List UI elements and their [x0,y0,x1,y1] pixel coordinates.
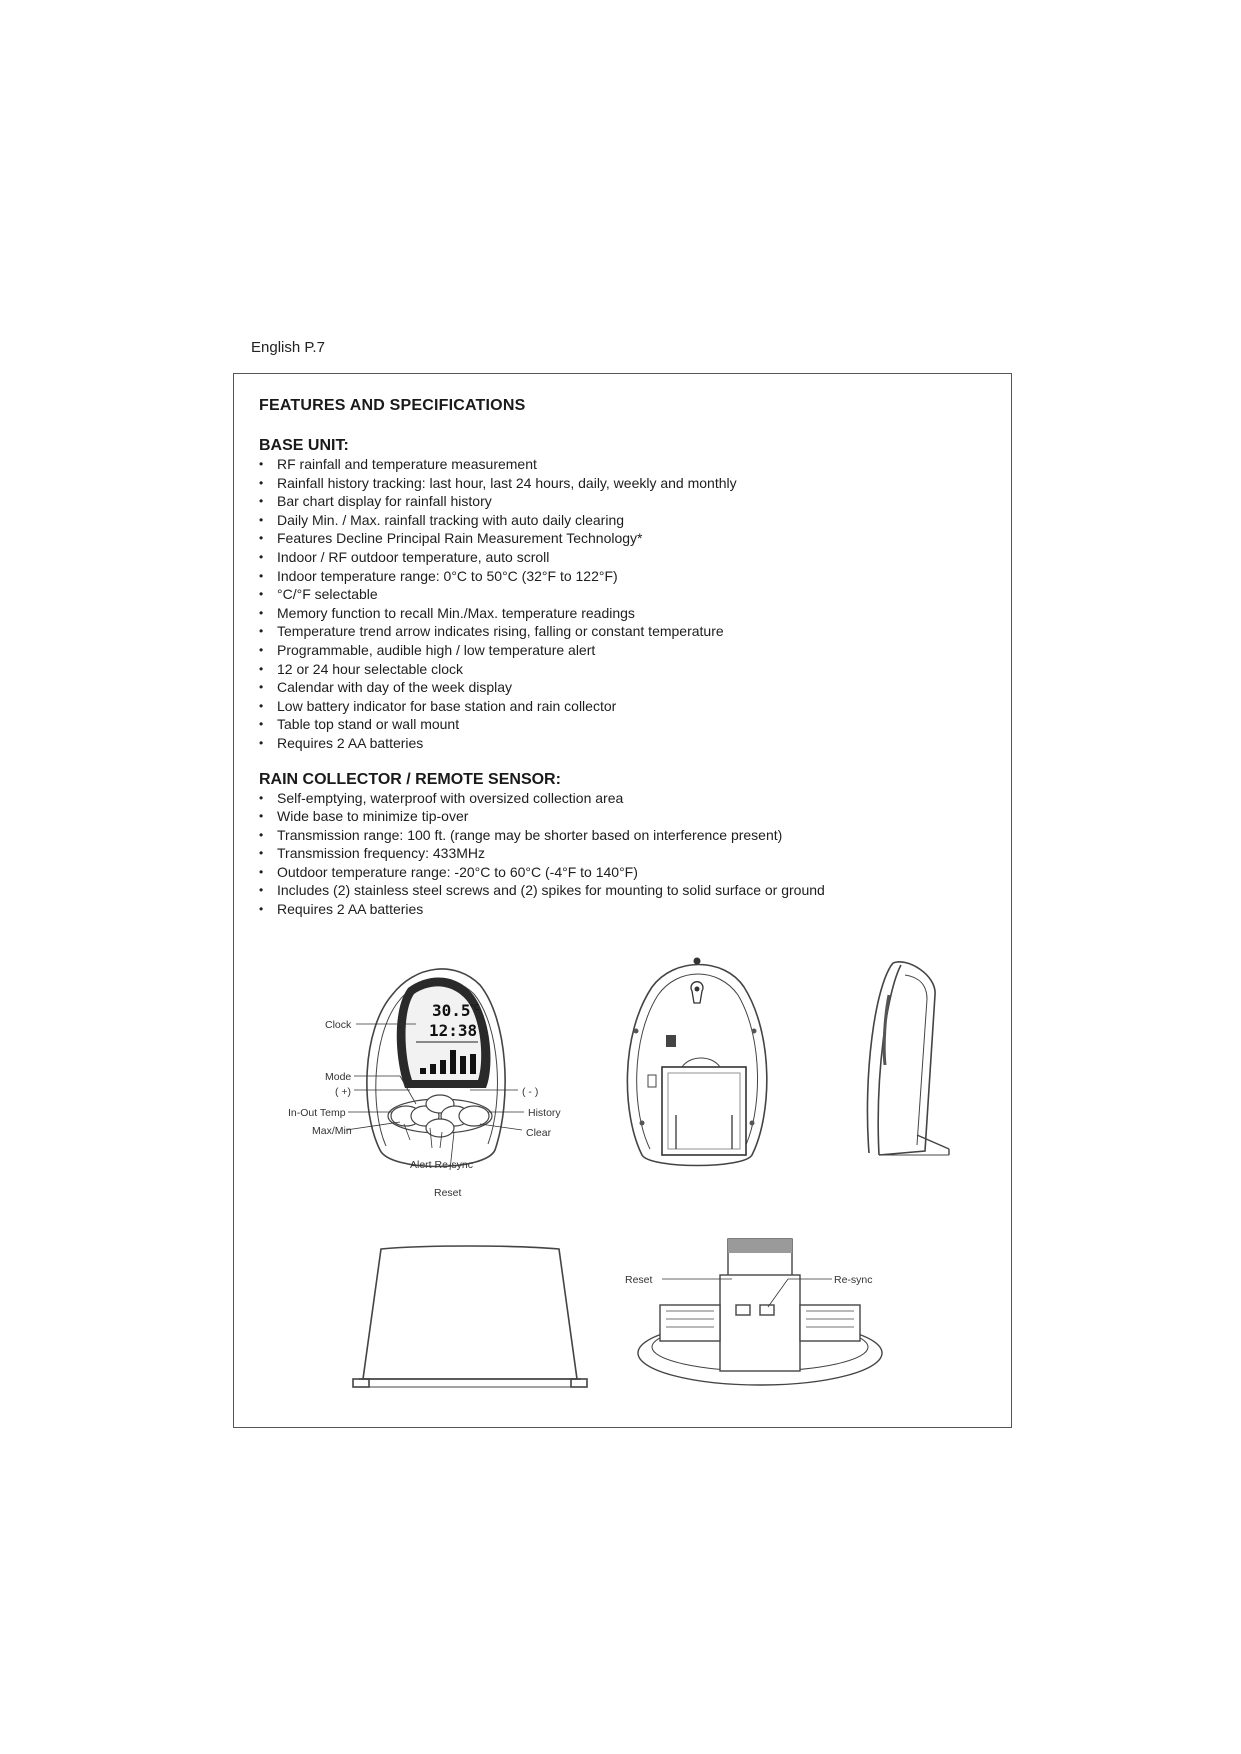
base-unit-item: • RF rainfall and temperature measurement [259,455,999,474]
base-unit-item: • Requires 2 AA batteries [259,734,999,753]
page-title: FEATURES AND SPECIFICATIONS [259,397,526,414]
base-unit-item: • Indoor / RF outdoor temperature, auto scroll [259,548,999,567]
rain-collector-item: • Self-emptying, waterproof with oversized collection area [259,789,999,808]
rain-collector-item: • Requires 2 AA batteries [259,900,999,919]
collector-reset-label: Reset [625,1274,653,1286]
base-unit-list [259,455,999,753]
base-unit-item: • Daily Min. / Max. rainfall tracking with auto daily clearing [259,511,999,530]
base-unit-item: • Table top stand or wall mount [259,715,999,734]
plus-label: ( +) [335,1086,352,1098]
rain-collector-item: • Transmission frequency: 433MHz [259,844,999,863]
base-unit-back-diagram [612,955,782,1170]
mode-label: Mode [325,1071,352,1083]
minus-label: ( - ) [522,1086,539,1098]
alert-resync-label: Alert Re-sync [410,1159,474,1171]
base-unit-item: • Memory function to recall Min./Max. temperature readings [259,604,999,623]
rain-collector-list [259,789,999,919]
base-unit-item: • Bar chart display for rainfall history [259,492,999,511]
lcd-clock: 12:38 [429,1021,478,1040]
max-min-label: Max/Min [312,1125,352,1137]
base-unit-heading: BASE UNIT: [259,437,349,454]
base-unit-item: • Indoor temperature range: 0°C to 50°C (32°F to 122°F) [259,567,999,586]
rain-collector-heading: RAIN COLLECTOR / REMOTE SENSOR: [259,770,561,788]
clear-label: Clear [526,1127,552,1139]
base-unit-side-diagram [845,955,955,1165]
rain-collector-item: • Transmission range: 100 ft. (range may be shorter based on interference present) [259,826,999,845]
base-unit-item: • Rainfall history tracking: last hour, last 24 hours, daily, weekly and monthly [259,474,999,493]
lcd-temperature: 30.5 [432,1001,471,1020]
button-cluster [388,1095,492,1137]
page-number-label: English P.7 [251,339,325,356]
collector-resync-label: Re-sync [834,1274,873,1286]
base-unit-front-diagram [280,950,600,1220]
base-unit-item: • 12 or 24 hour selectable clock [259,660,999,679]
specifications-content [259,397,999,936]
base-unit-item: • °C/°F selectable [259,585,999,604]
history-label: History [528,1107,561,1119]
reset-label: Reset [434,1187,462,1199]
rain-collector-item: • Includes (2) stainless steel screws and (2) spikes for mounting to solid surface or ground [259,881,999,900]
lcd-temperature-unit: °C [470,1003,480,1012]
rain-collector-item: • Wide base to minimize tip-over [259,807,999,826]
clock-label: Clock [325,1019,352,1031]
base-unit-item: • Calendar with day of the week display [259,678,999,697]
rain-collector-base-diagram [620,1235,900,1395]
rain-collector-cover-diagram [345,1245,595,1395]
base-unit-item: • Features Decline Principal Rain Measurement Technology* [259,529,999,548]
rain-collector-item: • Outdoor temperature range: -20°C to 60°C (-4°F to 140°F) [259,863,999,882]
base-unit-item: • Programmable, audible high / low temperature alert [259,641,999,660]
base-unit-item: • Low battery indicator for base station and rain collector [259,697,999,716]
in-out-temp-label: In-Out Temp [288,1107,346,1119]
base-unit-item: • Temperature trend arrow indicates rising, falling or constant temperature [259,622,999,641]
